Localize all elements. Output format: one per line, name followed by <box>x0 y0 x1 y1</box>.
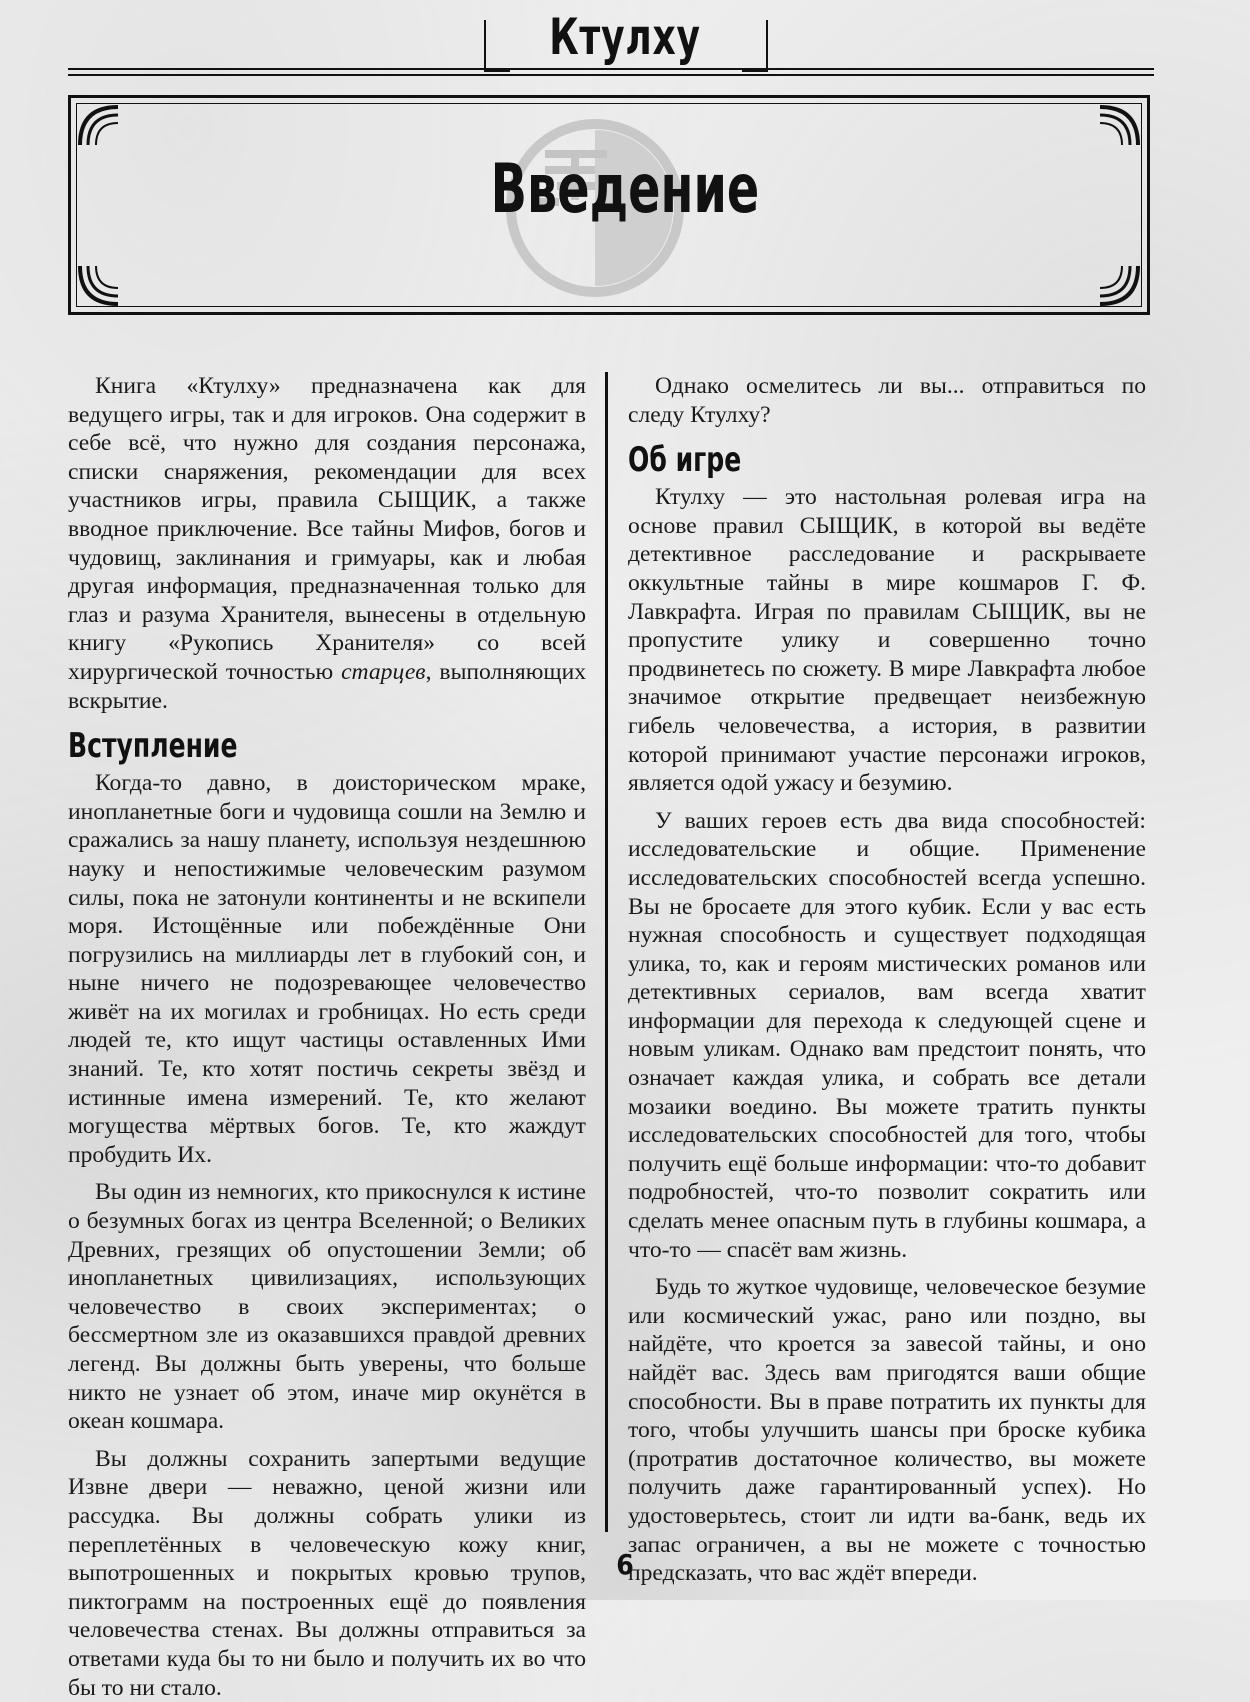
corner-ornament-icon <box>1098 264 1140 306</box>
paragraph-gap <box>628 798 1146 807</box>
intro-text: Книга «Ктулху» предназначена как для ведущего игры, так и для игроков. Она содержит в себе всё, что нужно для создания персонажа, списки снаряжения, рекомендации для всех участников игры, правила СЫЩИК, а также вводное приключение. Все тайны Мифов, богов и чудовищ, заклинания и гримуары, как и любая другая информация, предназначенная только для глаз и разума Хранителя, вынесены в отдельную книгу «Рукопись Хранителя» со всей хирургической точностью <box>68 373 586 685</box>
right-column <box>628 372 1146 1588</box>
intro-text-end: , выполняющих вскрытие. <box>68 658 587 714</box>
corner-ornament-icon <box>78 264 120 306</box>
section-heading-ob-igre: Об игре <box>628 440 742 481</box>
left-column <box>68 372 586 1702</box>
intro-italic-text: старцев <box>341 658 426 685</box>
header-rule-bottom <box>68 74 1154 76</box>
intro-paragraph <box>68 372 586 715</box>
corner-ornament-icon <box>1098 105 1140 147</box>
paragraph-gap <box>68 1436 586 1445</box>
book-title: Ктулху <box>549 8 701 66</box>
section-heading-vstuplenie: Вступление <box>68 726 238 767</box>
body-paragraph: У ваших героев есть два вида способностей: исследовательские и общие. Применение исследовательских способностей всегда успешно. Вы не бросаете для этого кубик. Если у вас есть нужная способность и существует подходящая улика, то, как и героям мистических романов или детективных сериалов, вам всегда хватит информации для перехода к следующей сцене и новым уликам. Однако вам предстоит понять, что означает каждая улика, и собрать все детали мозаики воедино. Вы можете тратить пункты исследовательских способностей для того, чтобы получить ещё больше информации: что-то добавит подробностей, что-то позволит сократить или сделать менее опасным путь в глубины кошмара, а что-то — спасёт вам жизнь. <box>628 807 1146 1263</box>
page-number: 6 <box>616 1548 634 1581</box>
body-paragraph: Когда-то давно, в доисторическом мраке, инопланетные боги и чудовища сошли на Землю и сражались за нашу планету, используя нездешнюю науку и непостижимые человеческим разумом силы, пока не затонули континенты и не вскипели моря. Истощённые или побеждённые Они погрузились на миллиарды лет в глубокий сон, и ныне ничего не подозревающее человечество живёт на их могилах и гробницах. Но есть среди людей те, кто ищут частицы оставленных Ими знаний. Те, кто хотят постичь секреты звёзд и истинные имена измерений. Те, кто желают могущества мёртвых богов. Те, кто жаждут пробудить Их. <box>68 770 586 1168</box>
column-divider <box>605 372 608 1532</box>
page-title: Введение <box>490 150 760 229</box>
header-rule-top <box>68 68 1154 70</box>
body-paragraph: Вы должны сохранить запертыми ведущие Извне двери — неважно, ценой жизни или рассудка. Вы должны собрать улики из переплетённых в человеческую кожу книг, выпотрошенных и покрытых кровью трупов, пиктограмм на построенных ещё до появления человечества стенах. Вы должны отправиться за ответами куда бы то ни было и получить их во что бы то ни стало. <box>68 1445 586 1701</box>
intro-paragraph: Однако осмелитесь ли вы... отправиться по следу Ктулху? <box>628 373 1146 428</box>
corner-ornament-icon <box>78 105 120 147</box>
body-paragraph: Будь то жуткое чудовище, человеческое безумие или космический ужас, рано или поздно, вы найдёте, что кроется за завесой тайны, и оно найдёт вас. Здесь вам пригодятся ваши общие способности. Вы в праве потратить их пункты для того, чтобы улучшить шансы при броске кубика (протратив достаточное количество, вы можете получить даже гарантированный успех). Но удостоверьтесь, стоит ли идти ва-банк, ведь их запас ограничен, а вы не можете с точностью предсказать, что вас ждёт впереди. <box>628 1274 1146 1587</box>
paragraph-gap <box>68 1169 586 1178</box>
body-paragraph: Ктулху — это настольная ролевая игра на основе правил СЫЩИК, в которой вы ведёте детективное расследование и раскрываете оккультные тайны в мире кошмаров Г. Ф. Лавкрафта. Играя по правилам СЫЩИК, вы не пропустите улику и совершенно точно продвинетесь по сюжету. В мире Лавкрафта любое значимое открытие предвещает неизбежную гибель человечества, а история, в развитии которой принимают участие персонажи игроков, является одой ужасу и безумию. <box>628 484 1146 797</box>
body-paragraph: Вы один из немногих, кто прикоснулся к истине о безумных богах из центра Вселенной; о Великих Древних, грезящих об опустошении Земли; об инопланетных цивилизациях, использующих человечество в своих экспериментах; о бессмертном зле из оказавшихся правдой древних легенд. Вы должны быть уверены, что больше никто не узнает об этом, иначе мир окунётся в океан кошмара. <box>68 1179 586 1435</box>
paragraph-gap <box>628 1264 1146 1273</box>
